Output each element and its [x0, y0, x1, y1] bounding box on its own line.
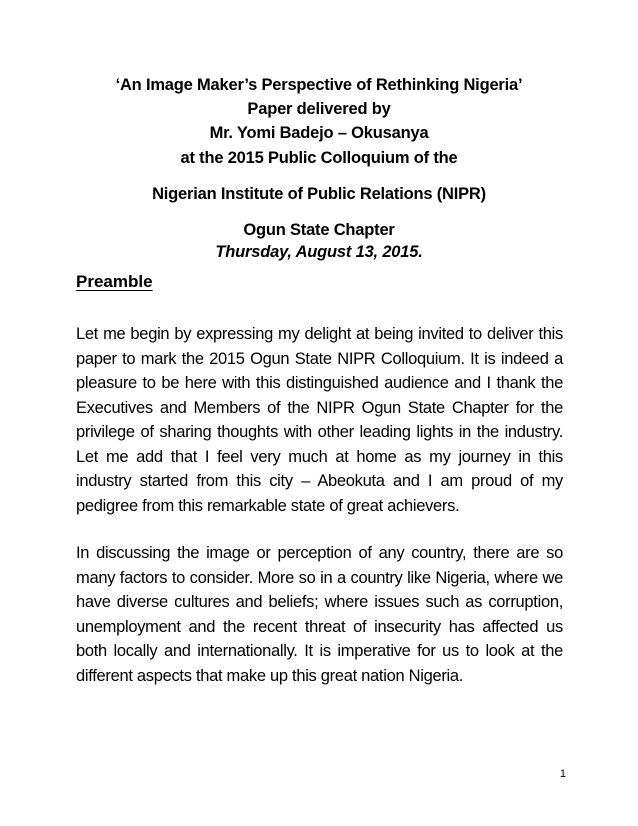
chapter-text: Ogun State Chapter	[243, 221, 395, 239]
institute-text: Nigerian Institute of Public Relations (NIPR)	[152, 185, 486, 203]
paper-title	[60, 73, 578, 97]
page-number: 1	[559, 768, 566, 780]
chapter-line	[60, 218, 578, 242]
delivered-by-line	[60, 97, 578, 121]
body-paragraph-1: Let me begin by expressing my delight at being invited to deliver this paper to mark the 2015 Ogun State NIPR Colloquium. It is indeed a pleasure to be here with this distinguished audience and I thank the Executives and Members of the NIPR Ogun State Chapter for the privilege of sharing thoughts with other leading lights in the industry. Let me add that I feel very much at home as my journey in this industry started from this city – Abeokuta and I am proud of my pedigree from this remarkable state of great achievers.	[76, 325, 563, 515]
speaker-name	[60, 121, 578, 145]
delivered-by-text: Paper delivered by	[247, 100, 391, 118]
section-heading-preamble: Preamble	[76, 272, 153, 291]
body-paragraph-2: In discussing the image or perception of any country, there are so many factors to consider. More so in a country like Nigeria, where we have diverse cultures and beliefs; where issues such as corruption, unemployment and the recent threat of insecurity has affected us both locally and internationally. It is imperative for us to look at the different aspects that make up this great nation Nigeria.	[76, 544, 563, 685]
date-text: Thursday, August 13, 2015.	[215, 243, 423, 261]
speaker-name-text: Mr. Yomi Badejo – Okusanya	[209, 124, 429, 142]
event-line	[60, 146, 578, 170]
event-text: at the 2015 Public Colloquium of the	[180, 149, 458, 167]
date-line	[60, 240, 578, 264]
institute-line	[60, 182, 578, 206]
paper-title-text: ‘An Image Maker’s Perspective of Rethinking Nigeria’	[115, 76, 523, 94]
